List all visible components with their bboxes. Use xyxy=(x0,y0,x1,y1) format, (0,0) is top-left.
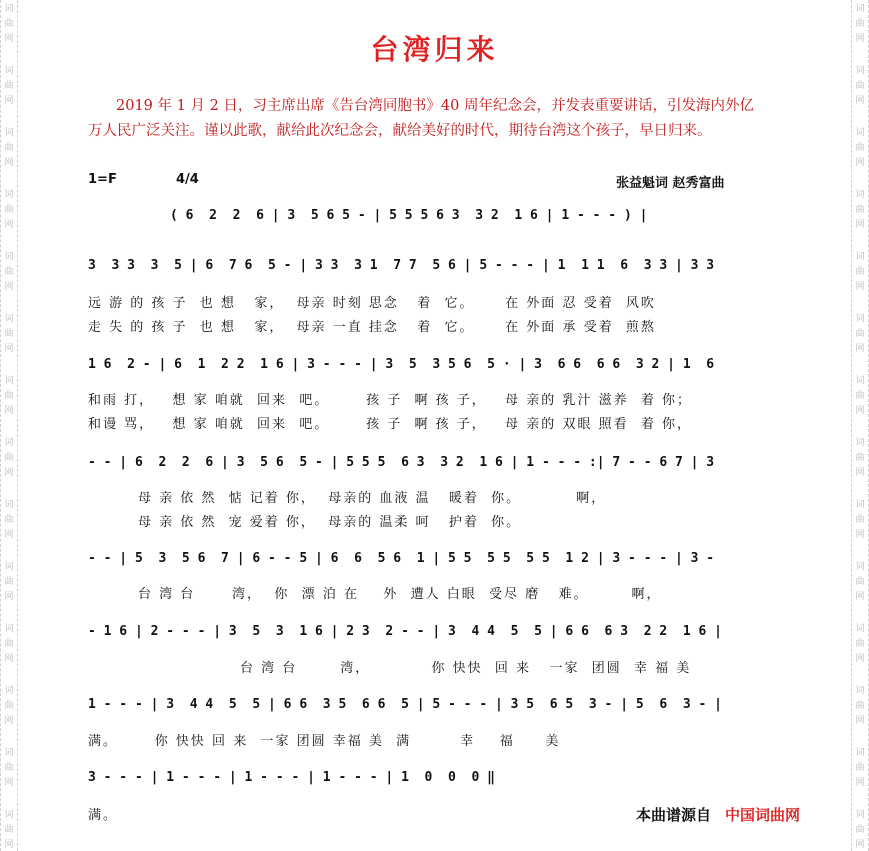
song-title: 台湾归来 xyxy=(370,33,499,66)
lyric-line-5: 台 湾 台 湾， 你 快快 回 来 一家 团圆 幸 福 美 xyxy=(240,661,692,676)
credits: 张益魁词 赵秀富曲 xyxy=(616,176,725,191)
time-signature: 4/4 xyxy=(176,172,199,187)
lyric-line-4: 台 湾 台 湾， 你 漂 泊 在 外 遭人 白眼 受尽 磨 难。 啊， xyxy=(138,587,662,602)
source-credit xyxy=(636,804,800,825)
watermark-strip-right: 词 曲 网 词 曲 网 词 曲 网 词 曲 网 词 曲 网 词 曲 网 词 曲 网 词 曲 网 词 曲 网 词 曲 网 词 曲 网 词 曲 网 词 曲 网 词 曲 网 xyxy=(851,0,869,851)
lyric-line-1a: 远 游 的 孩 子 也 想 家， 母亲 时刻 思念 着 它。 在 外面 忍 受着 风吹 xyxy=(88,296,656,311)
intro-paragraph: 2019 年 1 月 2 日，习主席出席《告台湾同胞书》40 周年纪念会，并发表重要讲话，引发海内外亿万人民广泛关注。谨以此歌，献给此次纪念会，献给美好的时代，期待台湾这个孩子，早日归来。 xyxy=(88,98,754,139)
lyric-line-7: 满。 xyxy=(88,808,119,823)
notation-line-7: 3 - - - | 1 - - - | 1 - - - | 1 - - - | 1 0 0 0 ‖ xyxy=(88,770,495,785)
source-label: 本曲谱源自 xyxy=(636,806,712,824)
notation-line-4: - - | 5 3 5 6 7 | 6 - - 5 | 6 6 5 6 1 | 5 5 5 5 5 5 1 2 | 3 - - - | 3 - xyxy=(88,551,715,566)
lyric-line-1b: 走 失 的 孩 子 也 想 家， 母亲 一直 挂念 着 它。 在 外面 承 受着 煎熬 xyxy=(88,320,656,335)
notation-line-3: - - | 6 2 2 6 | 3 5 6 5 - | 5 5 5 6 3 3 2 1 6 | 1 - - - :| 7 - - 6 7 | 3 xyxy=(88,455,715,470)
notation-line-6: 1 - - - | 3 4 4 5 5 | 6 6 3 5 6 6 5 | 5 - - - | 3 5 6 5 3 - | 5 6 3 - | xyxy=(88,697,722,712)
lyric-line-2a: 和雨 打， 想 家 咱就 回来 吧。 孩 子 啊 孩 子， 母 亲的 乳汁 滋养 着 你； xyxy=(88,393,692,408)
notation-line-1: 3 3 3 3 5 | 6 7 6 5 - | 3 3 3 1 7 7 5 6 | 5 - - - | 1 1 1 6 3 3 | 3 3 xyxy=(88,258,715,273)
source-brand: 中国词曲网 xyxy=(725,806,801,824)
lyric-line-6: 满。 你 快快 回 来 一家 团圆 幸福 美 满 幸 福 美 xyxy=(88,734,561,749)
notation-line-2: 1 6 2 - | 6 1 2 2 1 6 | 3 - - - | 3 5 3 5 6 5 · | 3 6 6 6 6 3 2 | 1 6 xyxy=(88,357,715,372)
key-signature: 1=F xyxy=(88,172,117,187)
watermark-strip-left: 词 曲 网 词 曲 网 词 曲 网 词 曲 网 词 曲 网 词 曲 网 词 曲 网 词 曲 网 词 曲 网 词 曲 网 词 曲 网 词 曲 网 词 曲 网 词 曲 网 xyxy=(0,0,18,851)
lyric-line-3b: 母 亲 依 然 宠 爱着 你， 母亲的 温柔 呵 护着 你。 xyxy=(138,515,522,530)
lyric-line-3a: 母 亲 依 然 惦 记着 你， 母亲的 血液 温 暖着 你。 啊， xyxy=(138,491,607,506)
lyric-line-2b: 和谩 骂， 想 家 咱就 回来 吧。 孩 子 啊 孩 子， 母 亲的 双眼 照看 着 你， xyxy=(88,417,692,432)
notation-line-5: - 1 6 | 2 - - - | 3 5 3 1 6 | 2 3 2 - - | 3 4 4 5 5 | 6 6 6 3 2 2 1 6 | xyxy=(88,624,722,639)
notation-intro: ( 6 2 2 6 | 3 5 6 5 - | 5 5 5 6 3 3 2 1 6 | 1 - - - ) | xyxy=(170,208,648,223)
